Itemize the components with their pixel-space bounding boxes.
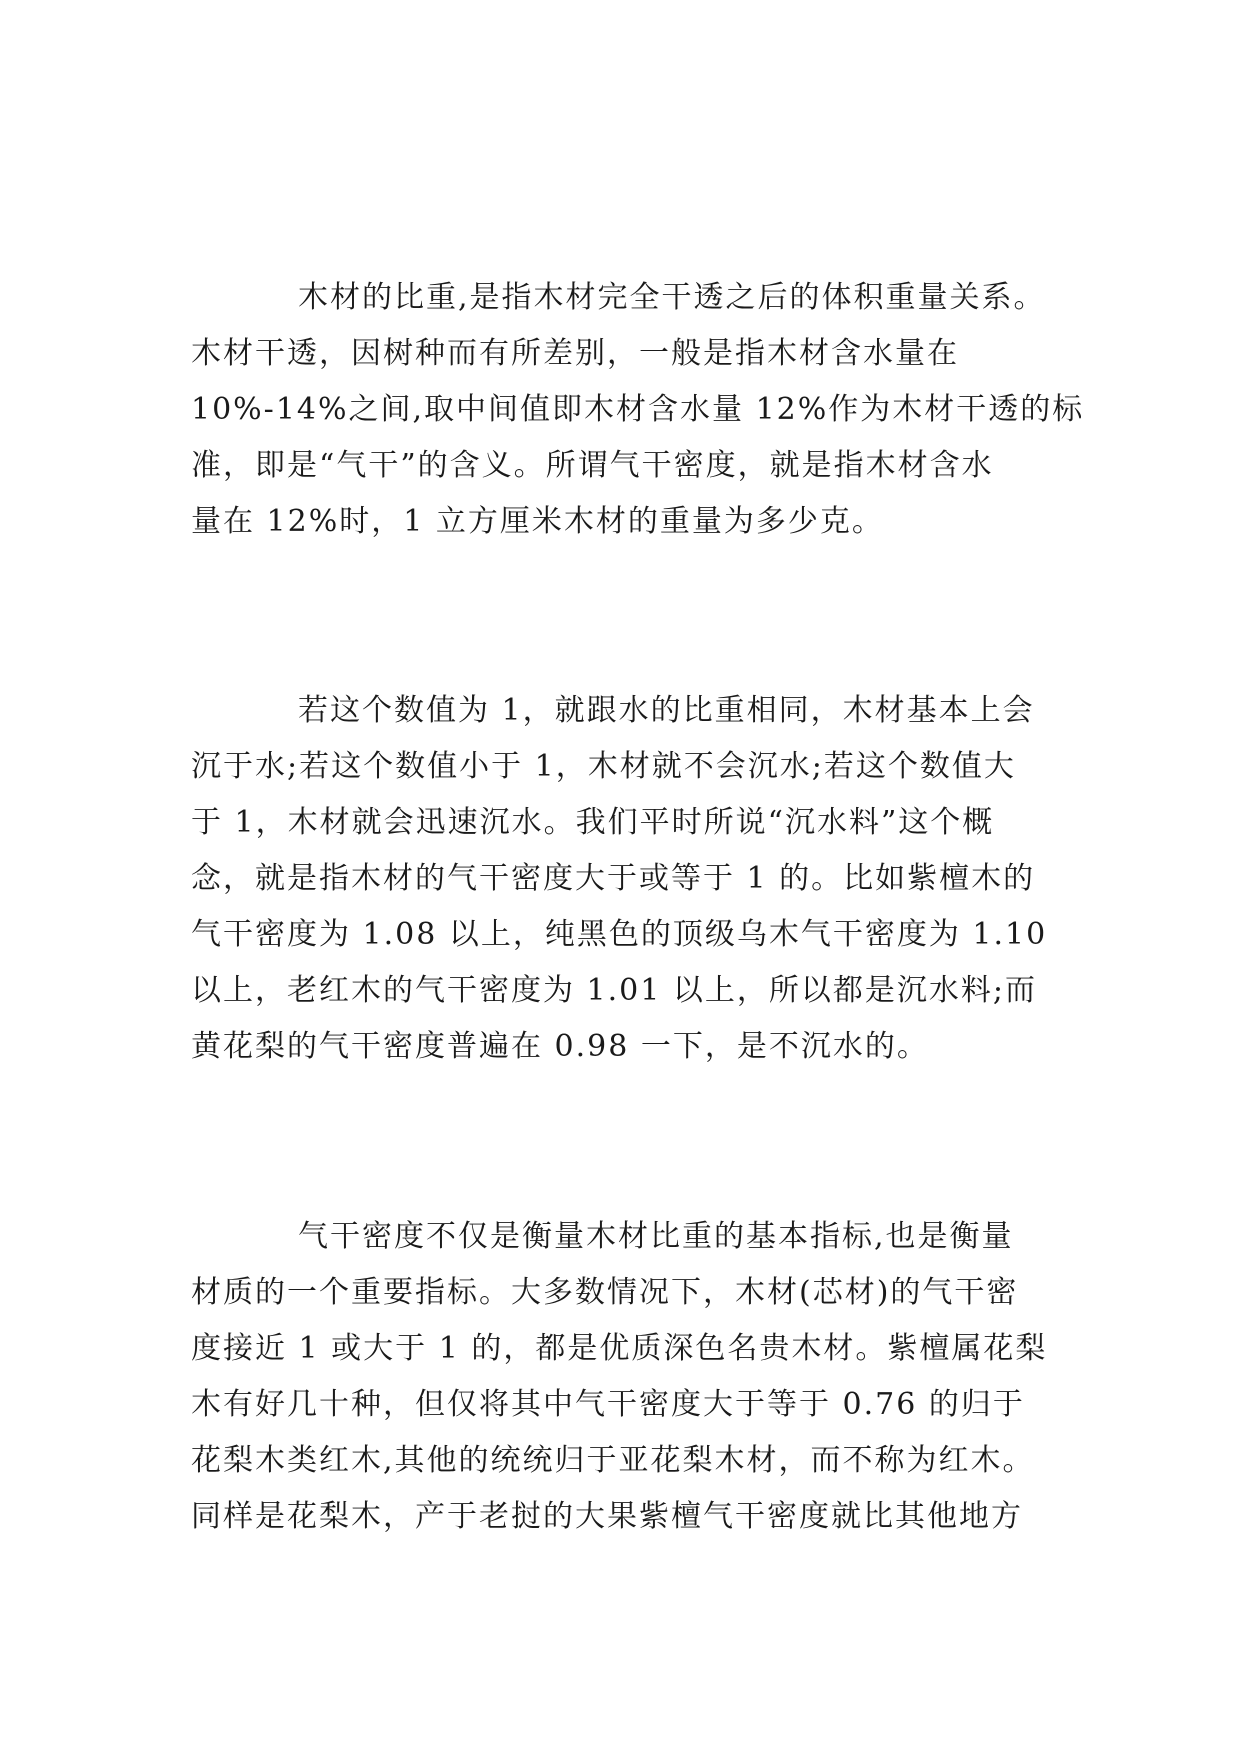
paragraph-line: 量在 12%时，1 立方厘米木材的重量为多少克。 <box>191 504 884 539</box>
paragraph-line: 度接近 1 或大于 1 的，都是优质深色名贵木材。紫檀属花梨 <box>191 1331 1048 1366</box>
paragraph-line: 念，就是指木材的气干密度大于或等于 1 的。比如紫檀木的 <box>191 861 1036 896</box>
paragraph-line: 沉于水;若这个数值小于 1，木材就不会沉水;若这个数值大 <box>191 749 1016 784</box>
paragraph-sinking-wood <box>191 683 1071 1075</box>
paragraph-line: 气干密度为 1.08 以上，纯黑色的顶级乌木气干密度为 1.10 <box>191 917 1048 952</box>
paragraph-line: 黄花梨的气干密度普遍在 0.98 一下，是不沉水的。 <box>191 1029 929 1064</box>
paragraph-line: 同样是花梨木，产于老挝的大果紫檀气干密度就比其他地方 <box>191 1499 1023 1534</box>
paragraph-line: 准，即是“气干”的含义。所谓气干密度，就是指木材含水 <box>191 448 994 483</box>
paragraph-line: 若这个数值为 1，就跟水的比重相同，木材基本上会 <box>298 693 1035 728</box>
paragraph-line: 花梨木类红木,其他的统统归于亚花梨木材，而不称为红木。 <box>191 1443 1035 1478</box>
paragraph-line: 于 1，木材就会迅速沉水。我们平时所说“沉水料”这个概 <box>191 805 995 840</box>
paragraph-line: 木材的比重,是指木材完全干透之后的体积重量关系。 <box>298 280 1046 315</box>
paragraph-air-dry-density-quality <box>191 1209 1071 1545</box>
paragraph-line: 木材干透，因树种而有所差别，一般是指木材含水量在 <box>191 336 959 371</box>
paragraph-line: 材质的一个重要指标。大多数情况下，木材(芯材)的气干密 <box>191 1275 1019 1310</box>
paragraph-line: 10%-14%之间,取中间值即木材含水量 12%作为木材干透的标 <box>191 392 1085 427</box>
paragraph-line: 以上，老红木的气干密度为 1.01 以上，所以都是沉水料;而 <box>191 973 1037 1008</box>
paragraph-wood-specific-gravity <box>191 270 1085 550</box>
paragraph-line: 气干密度不仅是衡量木材比重的基本指标,也是衡量 <box>298 1219 1014 1254</box>
paragraph-line: 木有好几十种，但仅将其中气干密度大于等于 0.76 的归于 <box>191 1387 1025 1422</box>
